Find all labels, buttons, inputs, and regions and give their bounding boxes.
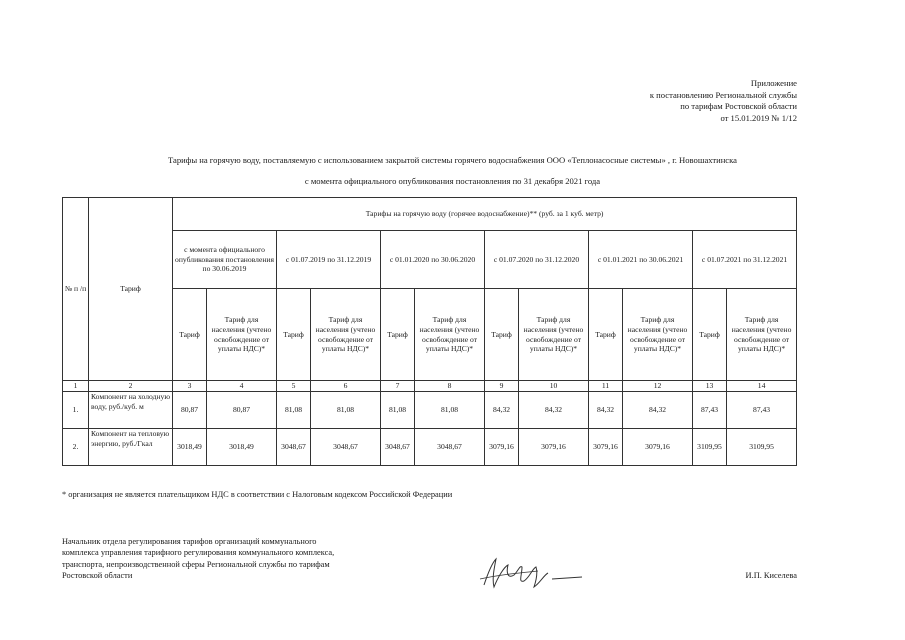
header-tariff: Тариф xyxy=(89,198,173,381)
row-number: 1. xyxy=(63,392,89,429)
document-subtitle: с момента официального опубликования постановления по 31 декабря 2021 года xyxy=(304,176,601,186)
appendix-line: к постановлению Региональной службы xyxy=(649,89,797,100)
table-cell: 80,87 xyxy=(173,392,207,429)
column-number-row xyxy=(63,381,797,392)
table-cell: 3048,67 xyxy=(311,429,381,466)
period-header: с 01.07.2019 по 31.12.2019 xyxy=(277,231,381,289)
table-cell: 3018,49 xyxy=(173,429,207,466)
tariff-table xyxy=(62,197,797,466)
signatory-name: И.П. Киселева xyxy=(745,571,797,580)
row-number: 2. xyxy=(63,429,89,466)
document-title: Тарифы на горячую воду, поставляемую с использованием закрытой системы горячего водоснабжения ООО «Теплонасосные системы» , г. Новошахтинска xyxy=(168,155,737,165)
table-cell: 3048,67 xyxy=(415,429,485,466)
subheader-population: Тариф для населения (учтено освобождение от уплаты НДС)* xyxy=(311,289,381,381)
subheader-tariff: Тариф xyxy=(173,289,207,381)
table-cell: 3079,16 xyxy=(485,429,519,466)
column-number: 14 xyxy=(727,381,797,392)
appendix-line: по тарифам Ростовской области xyxy=(680,101,797,112)
subheader-tariff: Тариф xyxy=(277,289,311,381)
table-cell: 84,32 xyxy=(485,392,519,429)
column-number: 10 xyxy=(519,381,589,392)
subheader-population: Тариф для населения (учтено освобождение от уплаты НДС)* xyxy=(415,289,485,381)
period-header: с момента официального опубликования постановления по 30.06.2019 xyxy=(173,231,277,289)
table-cell: 81,08 xyxy=(311,392,381,429)
subheader-population: Тариф для населения (учтено освобождение от уплаты НДС)* xyxy=(727,289,797,381)
subheader-tariff: Тариф xyxy=(693,289,727,381)
appendix-line: Приложение xyxy=(750,78,797,88)
subheader-tariff: Тариф xyxy=(381,289,415,381)
subheader-population: Тариф для населения (учтено освобождение от уплаты НДС)* xyxy=(623,289,693,381)
table-cell: 3109,95 xyxy=(693,429,727,466)
table-cell: 84,32 xyxy=(589,392,623,429)
row-name: Компонент на тепловую энергию, руб./Гкал xyxy=(89,429,173,466)
column-number: 1 xyxy=(63,381,89,392)
position-line: комплекса управления тарифного регулирования коммунального комплекса, xyxy=(62,548,335,558)
period-header: с 01.01.2020 по 30.06.2020 xyxy=(381,231,485,289)
table-cell: 3079,16 xyxy=(589,429,623,466)
column-number: 9 xyxy=(485,381,519,392)
header-number: № п /п xyxy=(63,198,89,381)
subheader-tariff: Тариф xyxy=(485,289,519,381)
table-cell: 81,08 xyxy=(381,392,415,429)
table-row xyxy=(63,392,797,429)
header-group: Тарифы на горячую воду (горячее водоснабжение)** (руб. за 1 куб. метр) xyxy=(173,198,797,231)
table-cell: 3079,16 xyxy=(623,429,693,466)
table-cell: 3079,16 xyxy=(519,429,589,466)
period-header: с 01.07.2020 по 31.12.2020 xyxy=(485,231,589,289)
period-header: с 01.07.2021 по 31.12.2021 xyxy=(693,231,797,289)
table-cell: 3109,95 xyxy=(727,429,797,466)
column-number: 13 xyxy=(693,381,727,392)
table-cell: 81,08 xyxy=(277,392,311,429)
subheader-population: Тариф для населения (учтено освобождение от уплаты НДС)* xyxy=(519,289,589,381)
table-cell: 3048,67 xyxy=(277,429,311,466)
appendix-header xyxy=(650,78,797,124)
period-header: с 01.01.2021 по 30.06.2021 xyxy=(589,231,693,289)
table-cell: 80,87 xyxy=(207,392,277,429)
table-cell: 87,43 xyxy=(693,392,727,429)
table-cell: 84,32 xyxy=(519,392,589,429)
position-line: Ростовской области xyxy=(62,571,133,581)
column-number: 12 xyxy=(623,381,693,392)
table-row xyxy=(63,429,797,466)
column-number: 8 xyxy=(415,381,485,392)
footnote: * организация не является плательщиком НДС в соответствии с Налоговым кодексом Российской Федерации xyxy=(62,490,453,499)
subheader-population: Тариф для населения (учтено освобождение от уплаты НДС)* xyxy=(207,289,277,381)
position-line: Начальник отдела регулирования тарифов организаций коммунального xyxy=(62,537,317,546)
signatory-position xyxy=(62,536,334,582)
table-cell: 3048,67 xyxy=(381,429,415,466)
column-number: 4 xyxy=(207,381,277,392)
column-number: 11 xyxy=(589,381,623,392)
handwritten-signature xyxy=(478,553,588,593)
appendix-line: от 15.01.2019 № 1/12 xyxy=(720,112,797,123)
subheader-tariff: Тариф xyxy=(589,289,623,381)
table-cell: 87,43 xyxy=(727,392,797,429)
row-name: Компонент на холодную воду, руб./куб. м xyxy=(89,392,173,429)
position-line: транспорта, непроизводственной сферы Региональной службы по тарифам xyxy=(62,559,330,569)
column-number: 5 xyxy=(277,381,311,392)
table-cell: 84,32 xyxy=(623,392,693,429)
table-cell: 81,08 xyxy=(415,392,485,429)
column-number: 7 xyxy=(381,381,415,392)
column-number: 3 xyxy=(173,381,207,392)
table-cell: 3018,49 xyxy=(207,429,277,466)
column-number: 2 xyxy=(89,381,173,392)
column-number: 6 xyxy=(311,381,381,392)
